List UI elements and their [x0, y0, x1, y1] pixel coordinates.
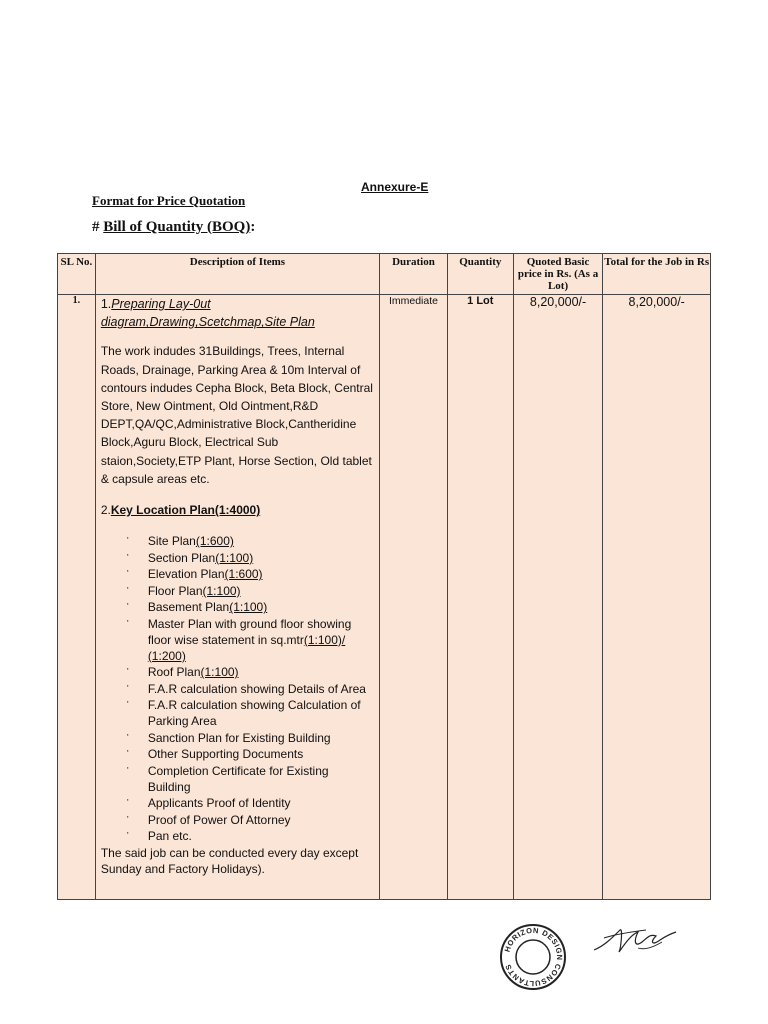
item2-title: Key Location Plan(1:4000) [110, 503, 261, 518]
bullet-icon: · [125, 745, 130, 758]
list-item-text: Master Plan with ground floor showing floor wise statement in sq.mtr [147, 616, 352, 647]
plan-list [101, 533, 373, 844]
col-header-total: Total for the Job in Rs [603, 254, 711, 295]
list-item [126, 763, 373, 795]
list-item-text: Sanction Plan for Existing Building [147, 730, 331, 745]
svg-text:HORIZON DESIGN CONSULTANTS [503, 926, 564, 988]
bullet-icon: · [125, 827, 130, 840]
col-header-duration: Duration [380, 254, 448, 295]
list-item [126, 795, 373, 811]
cell-description [95, 295, 379, 900]
cell-quantity: 1 Lot [447, 295, 513, 900]
list-item [126, 583, 373, 599]
bullet-icon: · [125, 663, 130, 676]
list-item-text: Floor Plan [147, 583, 203, 598]
table-row [58, 295, 711, 900]
list-item-text: Pan etc. [147, 829, 192, 844]
list-item [126, 550, 373, 566]
item1-number: 1. [100, 297, 112, 311]
list-item-text: F.A.R calculation showing Details of Area [147, 681, 366, 696]
list-item [126, 533, 373, 549]
list-item-text: Completion Certificate for Existing Building [147, 763, 329, 794]
list-item-text: Section Plan [147, 550, 216, 565]
list-item-text: Other Supporting Documents [147, 747, 304, 762]
list-item-scale: (1:100)/ (1:200) [147, 632, 346, 663]
bullet-icon: · [125, 696, 130, 709]
bullet-icon: · [125, 532, 130, 545]
list-item [126, 746, 373, 762]
boq-table [57, 253, 711, 900]
cell-duration: Immediate [380, 295, 448, 900]
closing-note: The said job can be conducted every day except Sunday and Factory Holidays). [100, 845, 359, 877]
boq-title-text: Bill of Quantity (BOQ) [103, 219, 251, 235]
item2-heading [101, 501, 373, 519]
bullet-icon: · [125, 810, 130, 823]
boq-colon: : [250, 219, 256, 235]
cell-total: 8,20,000/- [603, 295, 711, 900]
bullet-icon: · [125, 761, 130, 774]
list-item [126, 681, 373, 697]
company-seal-icon [498, 922, 568, 992]
boq-hash: # [92, 219, 104, 235]
signature-icon [590, 920, 680, 960]
bullet-icon: · [125, 794, 130, 807]
bullet-icon: · [125, 598, 130, 611]
col-header-price: Quoted Basic price in Rs. (As a Lot) [513, 254, 603, 295]
col-header-description: Description of Items [95, 254, 379, 295]
cell-price: 8,20,000/- [513, 295, 603, 900]
bullet-icon: · [125, 728, 130, 741]
cell-sl: 1. [58, 295, 96, 900]
list-item [126, 566, 373, 582]
bullet-icon: · [125, 679, 130, 692]
list-item-text: Site Plan [147, 534, 196, 549]
bullet-icon: · [125, 581, 130, 594]
list-item-scale: (1:600) [195, 534, 234, 549]
list-item-scale: (1:100) [202, 583, 241, 598]
bullet-icon: · [125, 548, 130, 561]
table-header-row [58, 254, 711, 295]
list-item-scale: (1:100) [200, 665, 239, 680]
col-header-sl: SL No. [58, 254, 96, 295]
list-item [126, 730, 373, 746]
list-item-scale: (1:100) [215, 550, 254, 565]
list-item [126, 812, 373, 828]
bullet-icon: · [125, 565, 130, 578]
item1-title: Preparing Lay-0ut diagram,Drawing,Scetchmap,Site Plan [100, 297, 315, 330]
list-item-text: Applicants Proof of Identity [147, 796, 291, 811]
list-item-scale: (1:100) [229, 600, 268, 615]
list-item [126, 599, 373, 615]
list-item-text: Basement Plan [147, 600, 230, 615]
item1-heading [101, 295, 373, 331]
list-item-text: F.A.R calculation showing Calculation of Parking Area [147, 698, 361, 729]
bullet-icon: · [125, 614, 130, 627]
list-item-text: Proof of Power Of Attorney [147, 812, 291, 827]
list-item-text: Elevation Plan [147, 567, 225, 582]
list-item-text: Roof Plan [147, 665, 201, 680]
item2-number: 2. [100, 503, 111, 518]
seal-text: HORIZON DESIGN CONSULTANTS [502, 925, 565, 989]
list-item-scale: (1:600) [224, 567, 263, 582]
list-item [126, 697, 373, 729]
list-item [126, 828, 373, 844]
format-title: Format for Price Quotation [92, 193, 246, 208]
annexure-label: Annexure-E [361, 180, 429, 194]
boq-title [92, 219, 255, 236]
col-header-quantity: Quantity [447, 254, 513, 295]
list-item [126, 664, 373, 680]
list-item [126, 616, 373, 664]
works-description: The work indudes 31Buildings, Trees, Internal Roads, Drainage, Parking Area & 10m Interval of contours indudes Cepha Block, Beta Block, Central Store, New Ointment, Old Ointment,R&D DEPT,QA/QC,Administrative Block,Cantheridine Block,Aguru Block, Electrical Sub staion,Society,ETP Plant, Horse Section, Old tablet & capsule areas etc. [100, 344, 373, 486]
